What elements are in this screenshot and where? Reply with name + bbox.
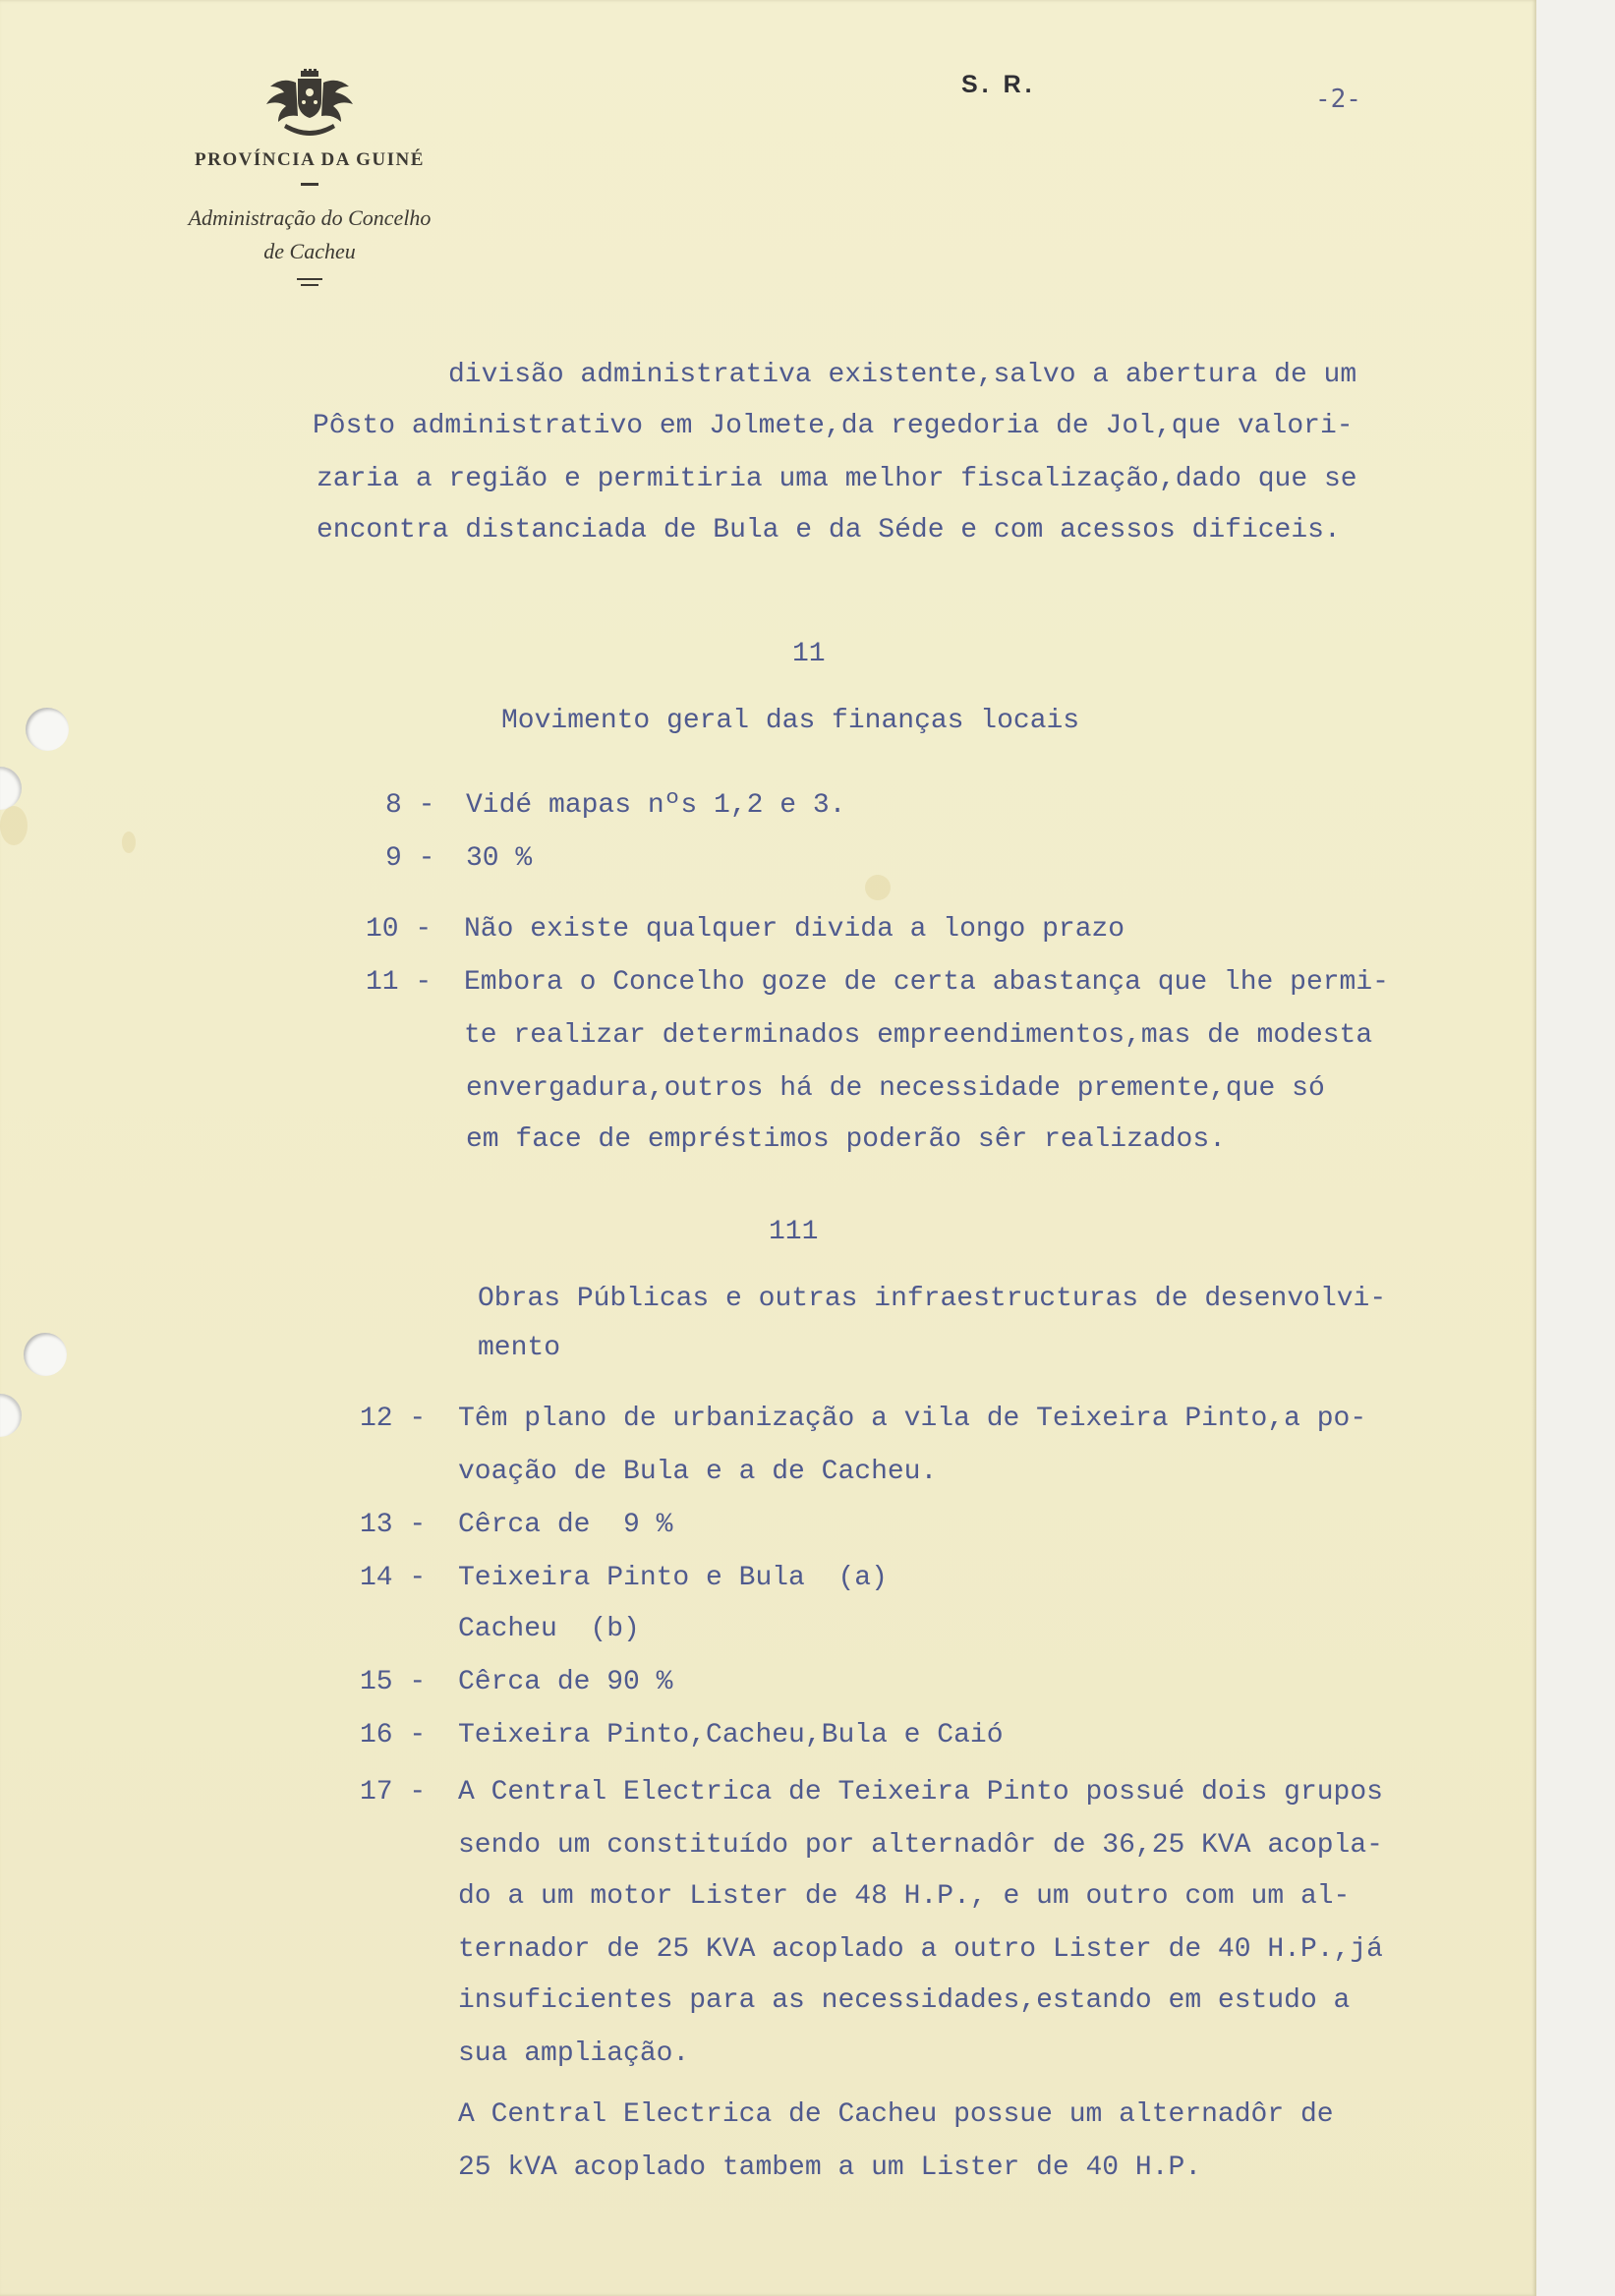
item-number: 12 - <box>360 1404 427 1434</box>
item-text: Têm plano de urbanização a vila de Teixeira Pinto,a po- <box>458 1404 1367 1434</box>
item-text: Teixeira Pinto e Bula (a) <box>458 1563 888 1593</box>
province-name: PROVÍNCIA DA GUINÉ <box>195 149 425 170</box>
item-text: Não existe qualquer divida a longo prazo <box>464 914 1125 945</box>
item-text: Vidé mapas nºs 1,2 e 3. <box>466 790 846 821</box>
section-heading: mento <box>478 1333 561 1363</box>
item-number: 11 - <box>366 967 433 998</box>
item-number: 15 - <box>360 1667 427 1697</box>
punch-hole-edge-upper <box>0 767 22 810</box>
intro-line: encontra distanciada de Bula e da Séde e com acessos dificeis. <box>317 515 1341 545</box>
item-text: Embora o Concelho goze de certa abastança que lhe permi- <box>464 967 1389 998</box>
intro-line: zaria a região e permitiria uma melhor fiscalização,dado que se <box>317 464 1357 494</box>
item-number: 8 - <box>385 790 435 821</box>
paper-stain <box>0 806 28 845</box>
intro-line: Pôsto administrativo em Jolmete,da regedoria de Jol,que valori- <box>313 411 1354 441</box>
section-heading: Movimento geral das finanças locais <box>501 706 1080 736</box>
separator-double-dash <box>297 278 322 286</box>
item-number: 13 - <box>360 1510 427 1540</box>
item-text: ternador de 25 KVA acoplado a outro Lister de 40 H.P.,já <box>458 1934 1383 1965</box>
punch-hole-edge-lower <box>0 1394 22 1437</box>
section-numeral: 111 <box>769 1217 819 1247</box>
paper-stain <box>122 832 136 853</box>
intro-line: divisão administrativa existente,salvo a abertura de um <box>448 360 1357 390</box>
item-text: 30 % <box>466 843 533 874</box>
punch-hole-upper <box>26 708 69 751</box>
section-numeral: 11 <box>792 639 826 669</box>
item-number: 16 - <box>360 1720 427 1751</box>
item-number: 10 - <box>366 914 433 945</box>
item-text: envergadura,outros há de necessidade premente,que só <box>466 1073 1325 1104</box>
section-heading: Obras Públicas e outras infraestructuras de desenvolvi- <box>478 1284 1387 1314</box>
item-text: insuficientes para as necessidades,estando em estudo a <box>458 1985 1351 2016</box>
item-text: do a um motor Lister de 48 H.P., e um outro com um al- <box>458 1881 1351 1912</box>
item-text: voação de Bula e a de Cacheu. <box>458 1457 938 1487</box>
administration-line-2: de Cacheu <box>263 239 356 263</box>
item-text: 25 kVA acoplado tambem a um Lister de 40 H.P. <box>458 2152 1202 2183</box>
item-text: Cêrca de 90 % <box>458 1667 673 1697</box>
item-number: 9 - <box>385 843 435 874</box>
item-text: Cêrca de 9 % <box>458 1510 673 1540</box>
item-text: A Central Electrica de Cacheu possue um alternadôr de <box>458 2099 1334 2130</box>
paper-stain <box>865 875 891 900</box>
item-text: sua ampliação. <box>458 2038 690 2069</box>
item-text: sendo um constituído por alternadôr de 36,25 KVA acopla- <box>458 1830 1383 1861</box>
item-text: A Central Electrica de Teixeira Pinto possué dois grupos <box>458 1777 1383 1808</box>
item-text: em face de empréstimos poderão sêr realizados. <box>466 1124 1226 1155</box>
letterhead <box>147 69 472 286</box>
classification-mark: S. R. <box>961 71 1036 98</box>
separator-dash <box>301 183 318 186</box>
item-text: Teixeira Pinto,Cacheu,Bula e Caió <box>458 1720 1004 1751</box>
item-number: 17 - <box>360 1777 427 1808</box>
item-text: te realizar determinados empreendimentos,mas de modesta <box>464 1020 1373 1051</box>
punch-hole-lower <box>24 1333 67 1376</box>
administration-line-1: Administração do Concelho <box>188 205 432 230</box>
item-number: 14 - <box>360 1563 427 1593</box>
item-text: Cacheu (b) <box>458 1614 640 1644</box>
coat-of-arms-icon <box>264 69 355 138</box>
page-number: -2- <box>1315 85 1361 114</box>
